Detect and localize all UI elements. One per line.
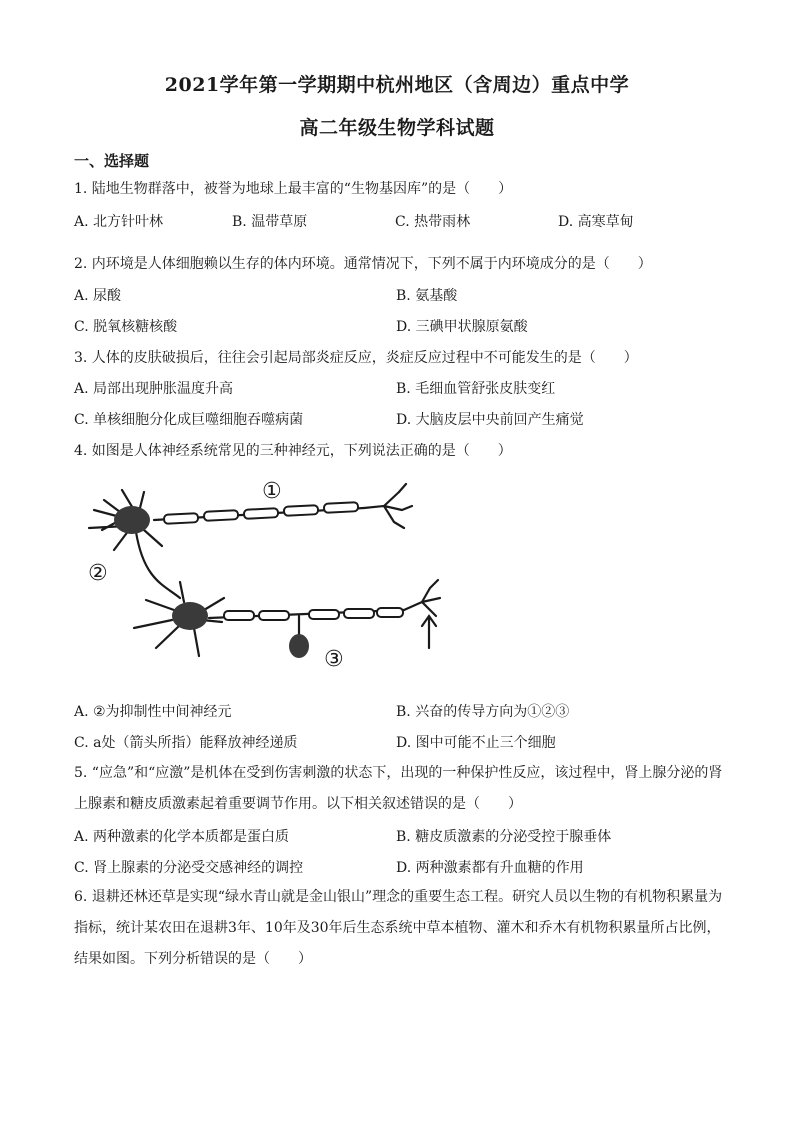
label-neuron-1: ①: [262, 479, 282, 504]
question-3-option-a: A. 局部出现肿胀温度升高: [74, 381, 234, 397]
myelin-segment: [284, 505, 318, 516]
question-1-option-b: B. 温带草原: [232, 214, 308, 230]
question-4-stem: 4. 如图是人体神经系统常见的三种神经元，下列说法正确的是（ ）: [74, 443, 512, 459]
question-2-option-c: C. 脱氧核糖核酸: [74, 319, 178, 335]
question-5-option-b: B. 糖皮质激素的分泌受控于腺垂体: [396, 829, 612, 845]
myelin-segment: [344, 609, 374, 618]
question-1-option-a: A. 北方针叶林: [74, 214, 164, 230]
neuron-1-soma: [114, 506, 150, 534]
question-3-option-d: D. 大脑皮层中央前回产生痛觉: [396, 412, 584, 428]
question-3-stem: 3. 人体的皮肤破损后，往往会引起局部炎症反应，炎症反应过程中不可能发生的是（ ）: [74, 350, 638, 366]
question-4-option-d: D. 图中可能不止三个细胞: [396, 735, 556, 751]
myelin-segment: [377, 608, 403, 617]
question-4-option-a: A. ②为抑制性中间神经元: [74, 704, 232, 720]
question-2-option-b: B. 氨基酸: [396, 288, 458, 304]
question-5-option-c: C. 肾上腺素的分泌受交感神经的调控: [74, 860, 304, 876]
question-2-option-a: A. 尿酸: [74, 288, 122, 304]
neuron-2-terminal: [404, 580, 440, 616]
label-neuron-2: ②: [88, 561, 108, 586]
question-2-option-d: D. 三碘甲状腺原氨酸: [396, 319, 528, 335]
question-4-option-b: B. 兴奋的传导方向为①②③: [396, 704, 570, 720]
neuron-2-soma: [172, 602, 208, 630]
myelin-segment: [224, 611, 254, 620]
question-3-option-b: B. 毛细血管舒张皮肤变红: [396, 381, 556, 397]
myelin-segment: [204, 510, 238, 521]
question-5-option-d: D. 两种激素都有升血糖的作用: [396, 860, 584, 876]
myelin-segment: [164, 513, 198, 524]
question-2-stem: 2. 内环境是人体细胞赖以生存的体内环境。通常情况下，下列不属于内环境成分的是（ ）: [74, 256, 652, 272]
exam-title-line1: 2021学年第一学期期中杭州地区（含周边）重点中学: [164, 74, 630, 96]
myelin-segment: [244, 508, 278, 519]
myelin-segment: [324, 502, 358, 513]
question-1-option-c: C. 热带雨林: [395, 214, 471, 230]
question-1-option-d: D. 高寒草甸: [558, 214, 634, 230]
exam-title-line2: 高二年级生物学科试题: [299, 117, 495, 139]
neuron-diagram: [84, 470, 464, 690]
myelin-segment: [309, 610, 339, 619]
question-4-option-c: C. a处（箭头所指）能释放神经递质: [74, 735, 298, 751]
question-5-option-a: A. 两种激素的化学本质都是蛋白质: [74, 829, 290, 845]
question-6-stem: 6. 退耕还林还草是实现“绿水青山就是金山银山”理念的重要生态工程。研究人员以生物的有机物积累量为指标，统计某农田在退耕3年、10年及30年后生态系统中草本植物、灌木和乔木有机物积累量所占比例，结果如图。下列分析错误的是（ ）: [74, 889, 723, 967]
question-1-stem: 1. 陆地生物群落中，被誉为地球上最丰富的“生物基因库”的是（ ）: [74, 181, 513, 197]
label-neuron-3: ③: [324, 647, 344, 672]
myelin-segment: [259, 611, 289, 620]
neuron-3-soma: [289, 634, 309, 658]
question-3-option-c: C. 单核细胞分化成巨噬细胞吞噬病菌: [74, 412, 304, 428]
neuron-1-terminal: [364, 484, 412, 528]
stimulus-arrow: [422, 616, 436, 648]
question-5-stem: 5. “应急”和“应激”是机体在受到伤害刺激的状态下，出现的一种保护性反应，该过程中，肾上腺分泌的肾上腺素和糖皮质激素起着重要调节作用。以下相关叙述错误的是（ ）: [74, 765, 723, 812]
section-heading: 一、选择题: [74, 152, 150, 170]
